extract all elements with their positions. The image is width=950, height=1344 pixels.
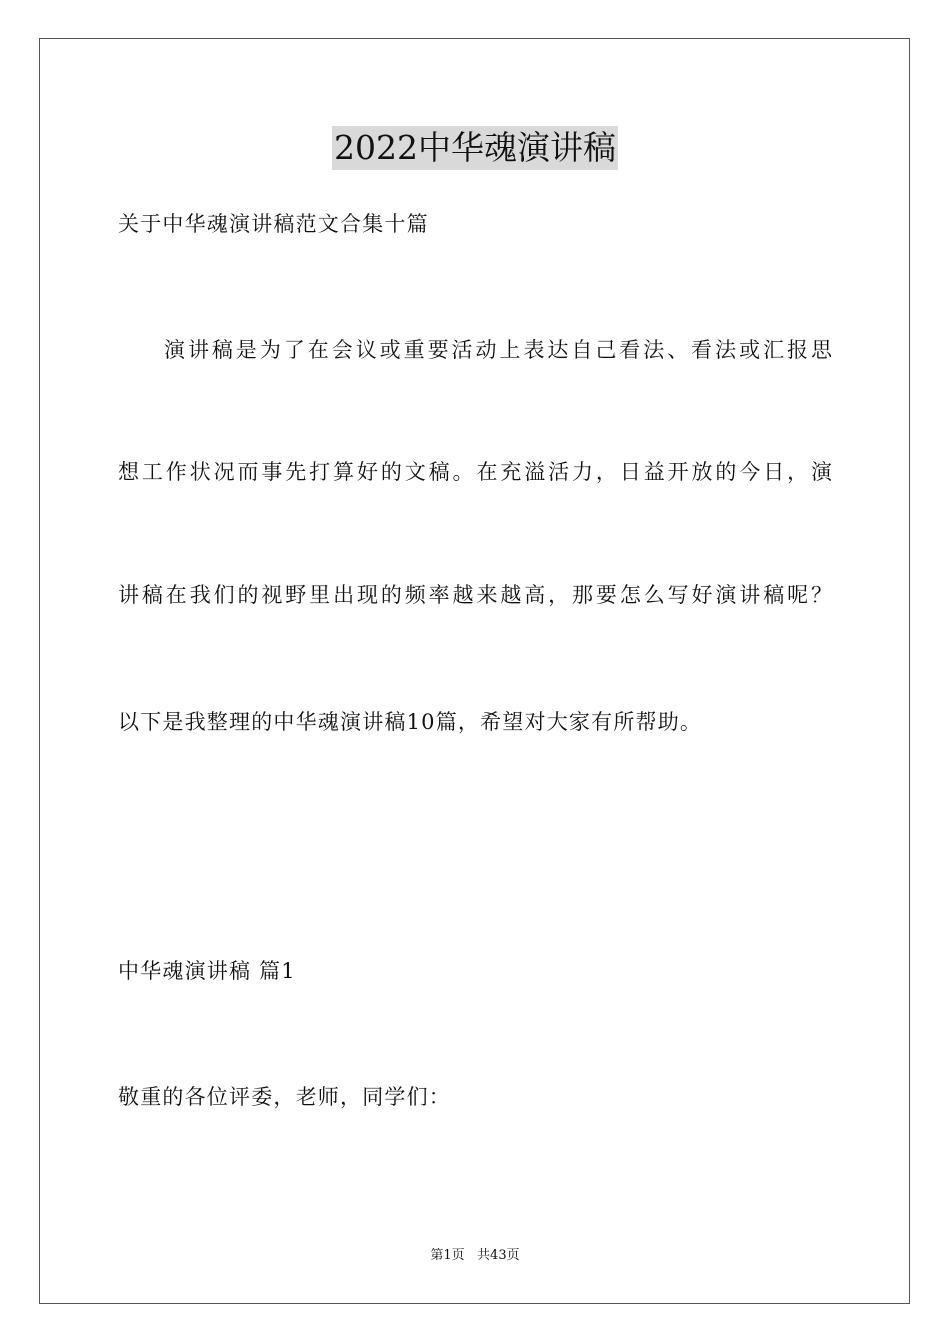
intro-line-3: 讲稿在我们的视野里出现的频率越来越高，那要怎么写好演讲稿呢？ [118,583,832,607]
intro-line-2: 想工作状况而事先打算好的文稿。在充溢活力，日益开放的今日，演 [118,460,832,484]
page-number-footer: 第1页 共43页 [430,1248,520,1263]
intro-line-1: 演讲稿是为了在会议或重要活动上表达自己看法、看法或汇报思 [164,338,832,362]
document-title: 2022中华魂演讲稿 [332,126,618,170]
title-container [0,126,950,170]
section-heading: 中华魂演讲稿 篇1 [118,959,296,983]
intro-line-4: 以下是我整理的中华魂演讲稿10篇，希望对大家有所帮助。 [118,710,703,734]
greeting-line: 敬重的各位评委，老师，同学们： [118,1085,451,1109]
document-subtitle: 关于中华魂演讲稿范文合集十篇 [118,212,429,236]
